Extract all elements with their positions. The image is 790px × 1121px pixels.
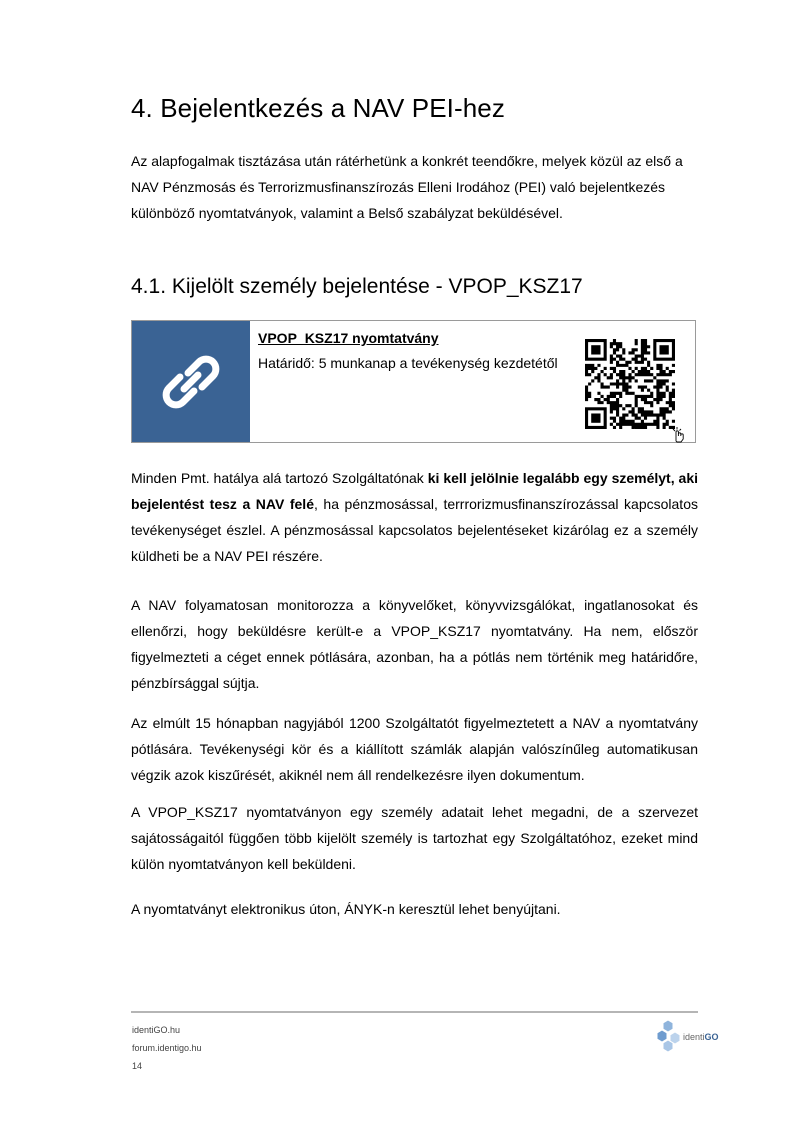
paragraph-designated-person xyxy=(131,465,698,569)
intro-paragraph: Az alapfogalmak tisztázása után rátérhetünk a konkrét teendőkre, melyek közül az első a NAV Pénzmosás és Terrorizmusfinanszírozás Elleni Irodához (PEI) való bejelentkezés különböző nyomtatványok, valamint a Belső szabályzat beküldésével. xyxy=(131,153,683,221)
logo-wordmark xyxy=(683,1032,719,1042)
page-number: 14 xyxy=(132,1061,143,1071)
paragraph-multiple-persons: A VPOP_KSZ17 nyomtatványon egy személy adatait lehet megadni, de a szervezet sajátosságaitól függően több kijelölt személy is tartozhat egy Szolgáltatóhoz, ezeket mind külön nyomtatványon kell beküldeni. xyxy=(131,804,698,872)
page-title: 4. Bejelentkezés a NAV PEI-hez xyxy=(131,93,505,123)
logo-prefix: identi xyxy=(683,1032,705,1042)
section-title: 4.1. Kijelölt személy bejelentése - VPOP_KSZ17 xyxy=(131,275,583,298)
paragraph-warnings: Az elmúlt 15 hónapban nagyjából 1200 Szolgáltatót figyelmeztetett a NAV a nyomtatvány pótlására. Tevékenységi kör és a kiállított számlák alapján valószínűleg automatikusan végzik azok kiszűrését, akiknél nem áll rendelkezésre ilyen dokumentum. xyxy=(131,715,698,783)
paragraph-text: Minden Pmt. hatálya alá tartozó Szolgáltatónak xyxy=(131,470,428,486)
hand-cursor-icon xyxy=(670,425,688,443)
link-icon xyxy=(132,321,250,442)
qr-code-icon[interactable] xyxy=(585,339,675,429)
deadline-text: Határidő: 5 munkanap a tevékenység kezdetétől xyxy=(258,355,558,371)
footer-forum-link[interactable]: forum.identigo.hu xyxy=(132,1043,202,1053)
paragraph-monitoring: A NAV folyamatosan monitorozza a könyvelőket, könyvvizsgálókat, ingatlanosokat és ellenőrzi, hogy beküldésre került-e a VPOP_KSZ17 nyomtatvány. Ha nem, először figyelmezteti a céget ennek pótlására, azonban, ha a pótlás nem történik meg határidőre, pénzbírsággal sújtja. xyxy=(131,597,698,691)
footer-divider xyxy=(131,1011,698,1013)
form-link[interactable]: VPOP_KSZ17 nyomtatvány xyxy=(258,330,439,346)
form-card xyxy=(131,320,696,443)
emphasis-text: ki kell jelölnie legalább egy személyt, aki bejelentést tesz a NAV felé xyxy=(131,470,698,512)
paragraph-submission: A nyomtatványt elektronikus úton, ÁNYK-n keresztül lehet benyújtani. xyxy=(131,901,561,917)
paragraph-text: , ha pénzmosással, terrrorizmusfinanszírozással kapcsolatos tevékenységet észlel. A pénzmosással kapcsolatos bejelentéseket kizárólag ez a személy küldheti be a NAV PEI részére. xyxy=(131,496,698,564)
logo-suffix: GO xyxy=(704,1032,719,1042)
footer-site-link[interactable]: identiGO.hu xyxy=(132,1025,181,1035)
